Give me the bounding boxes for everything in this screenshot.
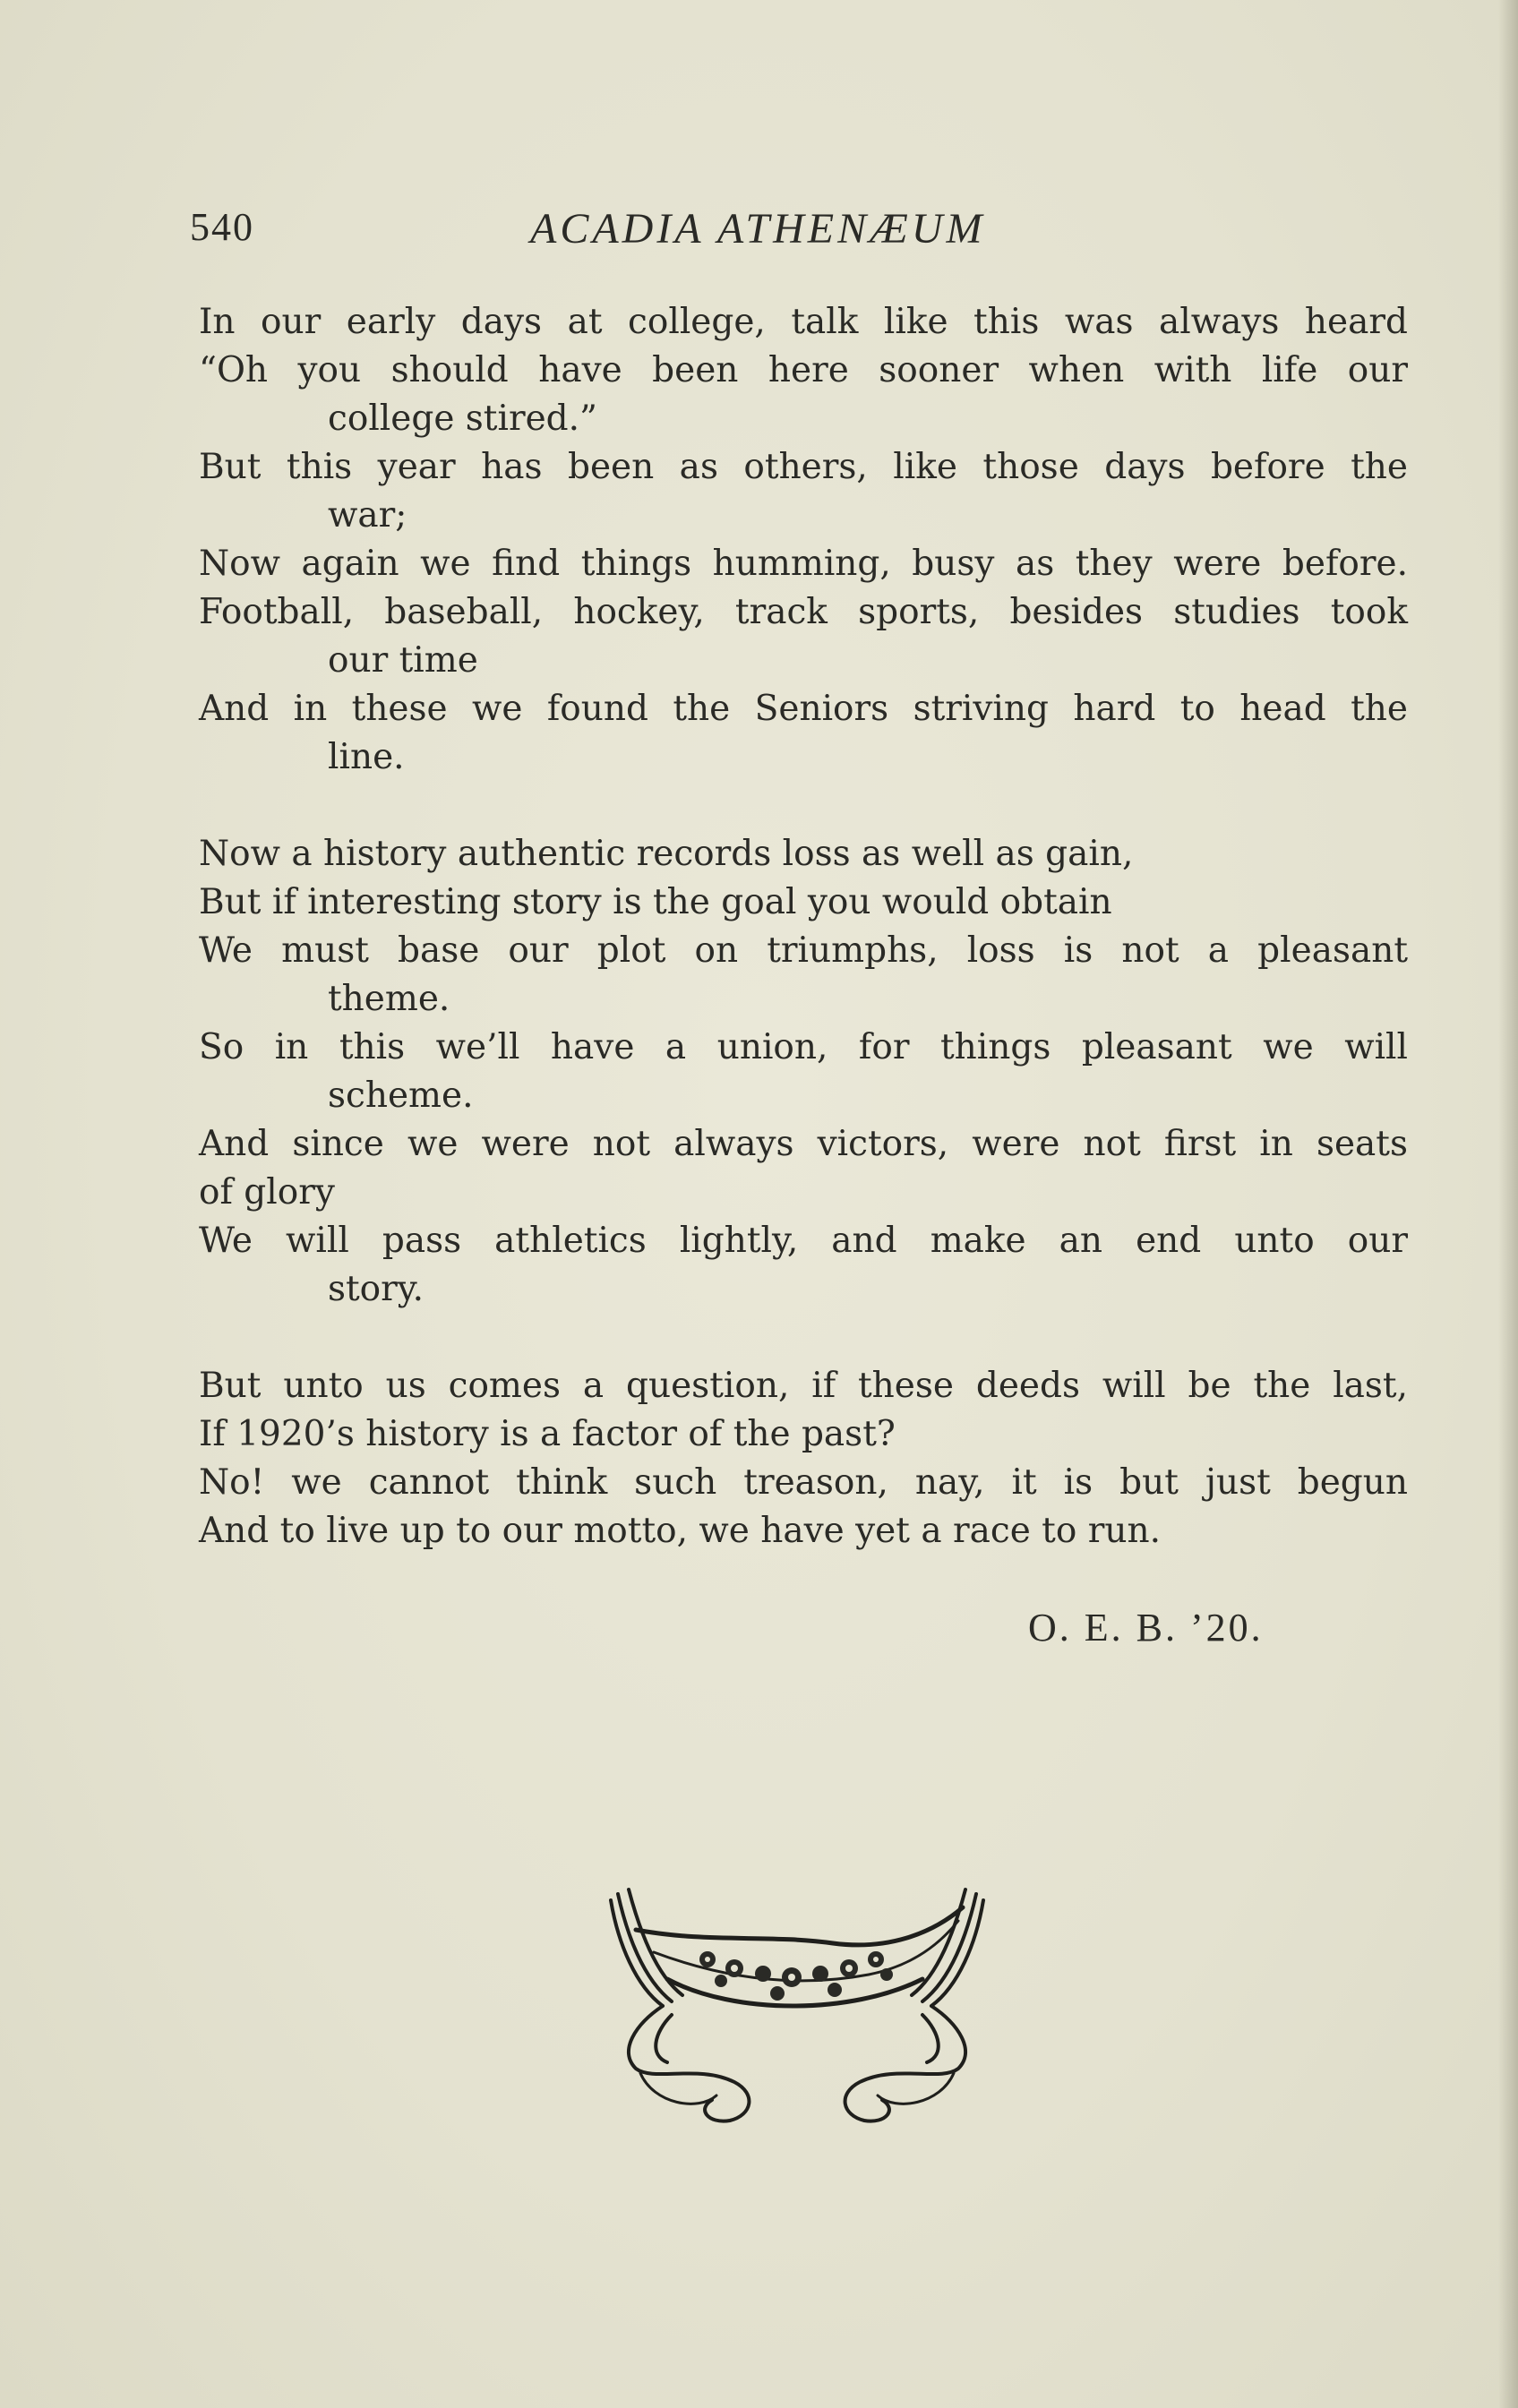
floral-garland-ornament-icon [600, 1881, 994, 2140]
poem-line: But unto us comes a question, if these deeds will be the last, [199, 1366, 1408, 1406]
stanza-break [199, 1314, 1408, 1362]
poem-line-continuation: scheme. [328, 1075, 474, 1116]
poem-line: Football, baseball, hockey, track sports, besides studies took [199, 592, 1408, 632]
poem-line: No! we cannot think such treason, nay, it is but just begun [199, 1462, 1408, 1503]
poem-line: Now a history authentic records loss as well as gain, [199, 834, 1134, 874]
poem-line-continuation: of glory [199, 1172, 335, 1213]
poem-line: And in these we found the Seniors striving hard to head the [199, 689, 1408, 729]
poem-line-continuation: war; [328, 495, 407, 536]
poem-line-continuation: line. [328, 737, 405, 777]
poem-line: If 1920’s history is a factor of the past? [199, 1414, 896, 1454]
poem-line: But if interesting story is the goal you would obtain [199, 882, 1112, 922]
page-edge-shadow [1498, 0, 1518, 2408]
stanza-break [199, 782, 1408, 830]
poem-line: So in this we’ll have a union, for things pleasant we will [199, 1027, 1408, 1067]
page-number: 540 [190, 205, 254, 249]
poem-line: Now again we find things humming, busy as they were before. [199, 544, 1408, 584]
poem-line: And to live up to our motto, we have yet a race to run. [199, 1511, 1162, 1551]
poem-line: We must base our plot on triumphs, loss is not a pleasant [199, 930, 1408, 971]
author-signature: O. E. B. ’20. [1028, 1606, 1264, 1650]
poem-line: In our early days at college, talk like this was always heard [199, 302, 1408, 342]
poem-line-continuation: theme. [328, 979, 450, 1019]
poem-line-continuation: college stired.” [328, 398, 597, 439]
page-header [190, 204, 1390, 258]
poem-line-continuation: our time [328, 640, 478, 681]
poem-line: And since we were not always victors, were not first in seats [199, 1124, 1408, 1164]
poem-line: But this year has been as others, like those days before the [199, 447, 1408, 487]
poem-line-continuation: story. [328, 1269, 425, 1309]
poem-line: “Oh you should have been here sooner when with life our [199, 350, 1408, 390]
poem-line: We will pass athletics lightly, and make an end unto our [199, 1221, 1408, 1261]
poem [199, 298, 1408, 1555]
running-title: ACADIA ATHENÆUM [530, 205, 986, 253]
